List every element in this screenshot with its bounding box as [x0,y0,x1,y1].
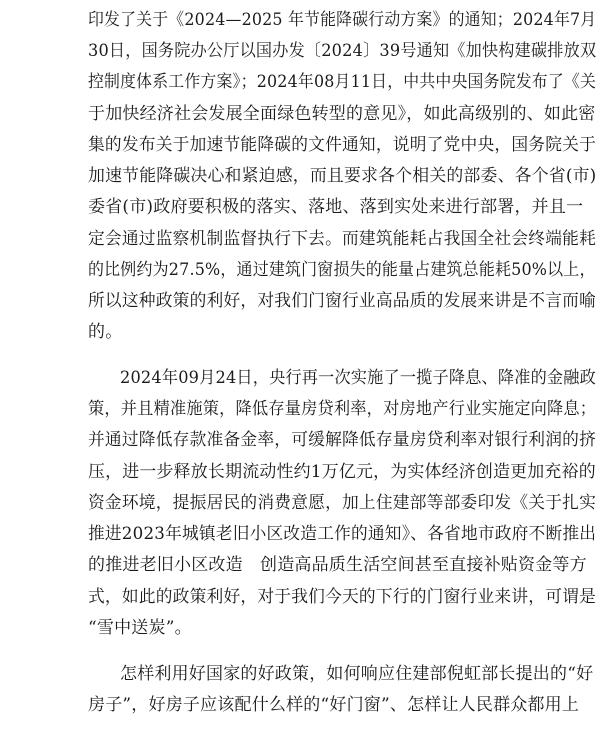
text-line: 房子”，好房子应该配什么样的“好门窗”、怎样让人民群众都用上 [88,695,580,715]
text-line: 资金环境，提振居民的消费意愿，加上住建部等部委印发《关于扎实 [88,493,597,513]
text-line: 集的发布关于加速节能降碳的文件通知，说明了党中央，国务院关于 [88,135,597,155]
text-line: 于加快经济社会发展全面绿色转型的意见》，如此高级别的、如此密 [88,104,596,124]
text-line: 式，如此的政策利好，对于我们今天的下行的门窗行业来讲，可谓是 [88,587,597,607]
text-line: 定会通过监察机制监督执行下去。而建筑能耗占我国全社会终端能耗 [88,229,597,249]
text-line: “雪中送炭”。 [88,618,192,638]
text-line: 委省(市)政府要积极的落实、落地、落到实处来进行部署，并且一 [88,197,584,217]
text-line: 压，进一步释放长期流动性约1万亿元，为实体经济创造更加充裕的 [88,462,596,482]
text-line: 2024年09月24日，央行再一次实施了一揽子降息、降准的金融政 [120,368,596,388]
text-line: 的比例约为27.5%，通过建筑门窗损失的能量占建筑总能耗50%以上， [88,260,596,280]
text-line: 并通过降低存款准备金率，可缓解降低存量房贷利率对银行利润的挤 [88,430,597,450]
text-line: 所以这种政策的利好，对我们门窗行业高品质的发展来讲是不言而喻 [88,291,597,311]
text-line: 推进2023年城镇老旧小区改造工作的通知》、各省地市政府不断推出 [88,524,597,544]
text-line: 怎样利用好国家的好政策，如何响应住建部倪虹部长提出的“好 [120,664,594,684]
text-line: 的。 [88,322,123,342]
text-line: 控制度体系工作方案》；2024年08月11日，中共中央国务院发布了《关 [88,72,597,92]
text-line: 30日，国务院办公厅以国办发〔2024〕39号通知《加快构建碳排放双 [88,41,597,61]
text-line: 印发了关于《2024—2025 年节能降碳行动方案》的通知；2024年7月 [88,10,597,30]
text-line: 的推进老旧小区改造 创造高品质生活空间甚至直接补贴资金等方 [88,555,587,575]
text-line: 加速节能降碳决心和紧迫感，而且要求各个相关的部委、各个省(市) [88,166,597,186]
text-line: 策，并且精准施策，降低存量房贷利率，对房地产行业实施定向降息； [88,399,597,419]
